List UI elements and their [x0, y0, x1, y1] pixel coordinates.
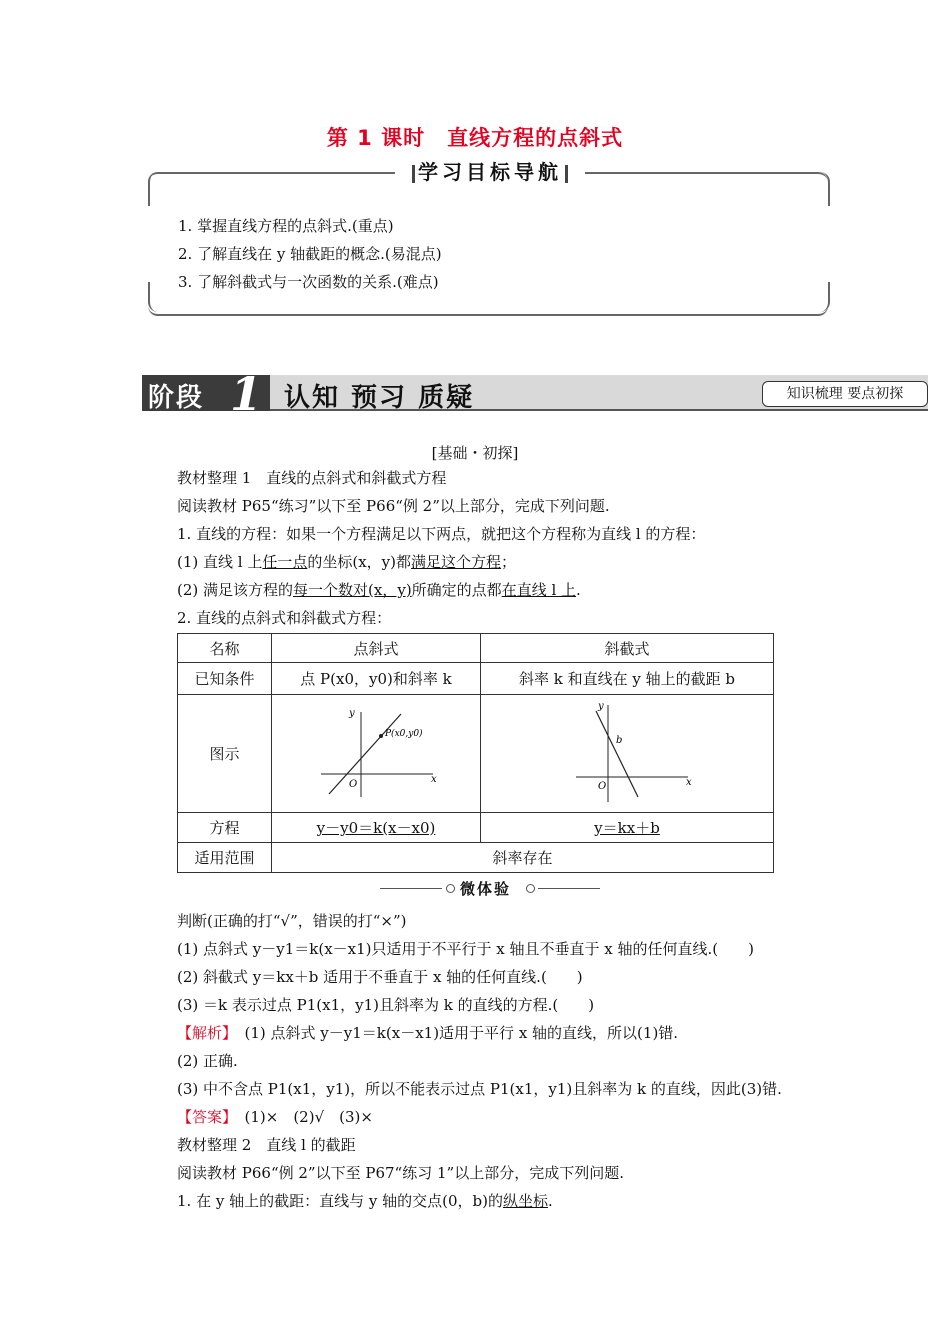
- table-header: 名称: [178, 634, 272, 663]
- stage-label: [142, 367, 270, 421]
- table-cell: 斜率存在: [272, 843, 774, 873]
- point-slope-equation: y－y0＝k(x－x0): [316, 819, 436, 837]
- text: ；: [501, 553, 517, 571]
- micro-title: 微体验: [460, 880, 512, 898]
- table-row: [178, 843, 774, 873]
- basic-label: [基础・初探]: [431, 444, 519, 462]
- goals-header-text: 学习目标导航: [418, 160, 562, 184]
- goals-border-right: [818, 172, 830, 206]
- text: (2) 满足该方程的: [177, 581, 294, 599]
- table-cell: [272, 813, 481, 843]
- section2-heading: 教材整理 2 直线 l 的截距: [177, 1136, 356, 1154]
- stage-text: 认知 预习 质疑: [284, 383, 475, 413]
- origin-label: O: [349, 778, 358, 790]
- y-label: y: [598, 700, 604, 712]
- table-cell: 点 P(x0，y0)和斜率 k: [272, 663, 481, 695]
- point-p: [379, 734, 383, 738]
- text: 1. 在 y 轴上的截距：直线与 y 轴的交点(0，b)的: [177, 1192, 503, 1210]
- x-label: x: [431, 773, 437, 785]
- section1-p1: 1. 直线的方程：如果一个方程满足以下两点，就把这个方程称为直线 l 的方程：: [177, 525, 706, 543]
- divider-line: [538, 888, 600, 889]
- analysis-label: 【解析】: [177, 1024, 230, 1042]
- text: (1) 点斜式 y－y1＝k(x－x1)适用于平行 x 轴的直线，所以(1)错.: [229, 1024, 679, 1042]
- line: [329, 714, 401, 794]
- underlined-text: 在直线 l 上: [501, 581, 577, 599]
- stage-number: 1: [230, 367, 263, 421]
- slope-intercept-equation: y＝kx＋b: [594, 819, 660, 837]
- answer-line: [177, 1106, 373, 1127]
- bar-icon: [412, 165, 415, 183]
- x-label: x: [686, 776, 692, 788]
- table-header: 点斜式: [272, 634, 481, 663]
- goal-item: 2. 了解直线在 y 轴截距的概念.(易混点): [178, 245, 442, 263]
- equation-table: [177, 633, 774, 873]
- analysis-1: [177, 1022, 678, 1043]
- stage-word: 阶段: [148, 383, 205, 413]
- question-3: (3) ＝k 表示过点 P1(x1，y1)且斜率为 k 的直线的方程.( ): [177, 996, 595, 1014]
- table-cell: [481, 813, 774, 843]
- point-slope-figure: [301, 702, 451, 802]
- table-row: [178, 634, 774, 663]
- section1-read: 阅读教材 P65“练习”以下至 P66“例 2”以上部分，完成下列问题.: [177, 497, 610, 515]
- circle-icon: [446, 884, 455, 893]
- table-row: [178, 813, 774, 843]
- underlined-text: 每一个数对(x，y): [293, 581, 412, 599]
- table-cell: 方程: [178, 813, 272, 843]
- text: 的坐标(x，y)都: [307, 553, 412, 571]
- judge-instruction: 判断(正确的打“√”，错误的打“×”): [177, 912, 407, 930]
- table-cell: 适用范围: [178, 843, 272, 873]
- goals-border-bottom-right: [818, 282, 830, 312]
- question-1: (1) 点斜式 y－y1＝k(x－x1)只适用于不平行于 x 轴且不垂直于 x 轴的任何直线.( ): [177, 940, 754, 958]
- divider-line: [380, 888, 442, 889]
- text: .: [576, 581, 581, 599]
- section2-read: 阅读教材 P66“例 2”以下至 P67“练习 1”以上部分，完成下列问题.: [177, 1164, 624, 1182]
- section2-p1: [177, 1190, 553, 1211]
- goals-border-bottom-left: [148, 282, 160, 312]
- section1-p2: [177, 551, 516, 572]
- slope-intercept-figure: [552, 697, 702, 807]
- micro-divider: [380, 878, 600, 900]
- text: 所确定的点都: [411, 581, 502, 599]
- stage-tag: 知识梳理 要点初探: [762, 381, 928, 407]
- intercept-label: b: [616, 734, 623, 746]
- slope-intercept-figure-cell: [481, 695, 774, 813]
- section1-p4: 2. 直线的点斜式和斜截式方程：: [177, 609, 392, 627]
- text: (1) 直线 l 上: [177, 553, 263, 571]
- goal-item: 3. 了解斜截式与一次函数的关系.(难点): [178, 273, 439, 291]
- question-2: (2) 斜截式 y＝kx＋b 适用于不垂直于 x 轴的任何直线.( ): [177, 968, 583, 986]
- text: (1)× (2)√ (3)×: [229, 1108, 373, 1126]
- table-row: [178, 663, 774, 695]
- goals-border-left: [148, 172, 160, 206]
- underlined-text: 满足这个方程: [411, 553, 502, 571]
- origin-label: O: [598, 780, 607, 792]
- section1-p3: [177, 579, 581, 600]
- text: .: [547, 1192, 553, 1210]
- underlined-text: 纵坐标: [502, 1192, 548, 1210]
- point-slope-figure-cell: [272, 695, 481, 813]
- bar-icon: [565, 165, 568, 183]
- analysis-2: (2) 正确.: [177, 1052, 238, 1070]
- goal-item: 1. 掌握直线方程的点斜式.(重点): [178, 217, 394, 235]
- section1-heading: 教材整理 1 直线的点斜式和斜截式方程: [177, 469, 447, 487]
- table-cell: 图示: [178, 695, 272, 813]
- circle-icon: [526, 884, 535, 893]
- analysis-3: (3) 中不含点 P1(x1，y1)，所以不能表示过点 P1(x1，y1)且斜率为 k 的直线，因此(3)错.: [177, 1080, 782, 1098]
- y-label: y: [349, 707, 355, 719]
- table-row: [178, 695, 774, 813]
- answer-label: 【答案】: [177, 1108, 230, 1126]
- underlined-text: 任一点: [262, 553, 308, 571]
- table-header: 斜截式: [481, 634, 774, 663]
- table-cell: 已知条件: [178, 663, 272, 695]
- point-label: P(x0,y0): [385, 728, 423, 739]
- page-title: 第 1 课时 直线方程的点斜式: [326, 126, 624, 150]
- table-cell: 斜率 k 和直线在 y 轴上的截距 b: [481, 663, 774, 695]
- goals-header: [395, 157, 585, 187]
- goals-list: [178, 212, 442, 296]
